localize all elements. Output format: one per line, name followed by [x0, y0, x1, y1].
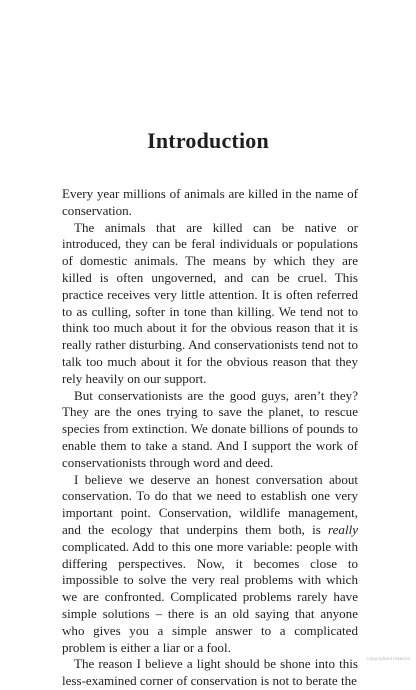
paragraph-3: But conservationists are the good guys, aren’t they? They are the ones trying to save the planet, to rescue species from extinction. We donate billions of pounds to enable them to take a stand. And I support the work of conservationists through word and deed.	[62, 387, 358, 470]
paragraph-2: The animals that are killed can be native or introduced, they can be feral individuals or populations of domestic animals. The means by which they are killed is often ungoverned, and can be cruel. This practice receives very little attention. It is often referred to as culling, softer in tone than killing. We tend not to think too much about it for the obvious reason that it is really rather disturbing. And conservationists tend not to talk too much about it for the obvious reason that they rely heavily on our support.	[62, 219, 358, 386]
paragraph-4-before-emphasis: I believe we deserve an honest conversation about conservation. To do that we need to establish one very important point. Conservation, wildlife management, and the ecology that underpins them both, is	[62, 471, 358, 537]
paragraph-1: Every year millions of animals are killed in the name of conservation.	[62, 186, 358, 218]
paragraph-4-after-emphasis: complicated. Add to this one more variable: people with differing perspectives. Now, it becomes close to impossible to solve the very real problems with which we are confronted. Complicated problems rarely have simple solutions – there is an old saying that anyone who gives you a simple answer to a complicated problem is either a liar or a fool.	[62, 538, 358, 655]
chapter-title: Introduction	[147, 128, 269, 153]
copyright-watermark: Copyrighted material	[366, 656, 410, 661]
paragraph-4	[62, 472, 358, 657]
emphasis-really: really	[328, 521, 358, 537]
paragraph-5: The reason I believe a light should be shone into this less-examined corner of conservation is not to berate the	[62, 656, 358, 689]
body-text	[62, 186, 358, 690]
